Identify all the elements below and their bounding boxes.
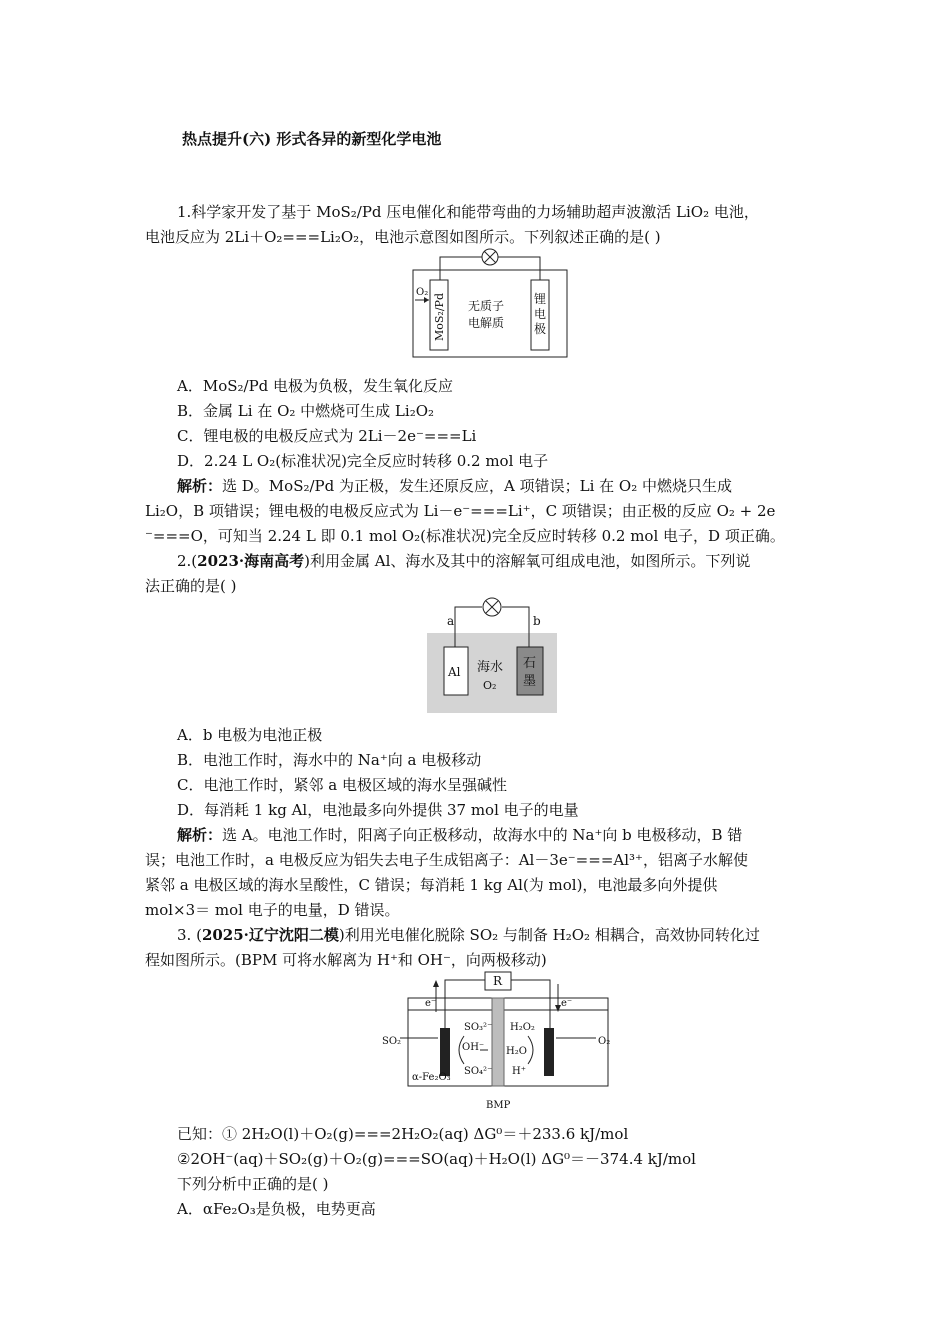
q1-option-a: A．MoS₂/Pd 电极为负极，发生氧化反应 [177,377,454,395]
q3-fe2o3-label: α-Fe₂O₃ [412,1072,451,1083]
q3-e-left: e⁻ [425,998,437,1009]
q1-battery-diagram [405,245,575,360]
q1-stem-line-2: 电池反应为 2Li＋O₂===Li₂O₂，电池示意图如图所示。下列叙述正确的是( ) [145,228,661,246]
q3-e-right: e⁻ [561,998,573,1009]
q3-bmp-membrane [492,998,504,1086]
q1-o2-label: O₂ [416,287,429,298]
q1-electrolyte-label-1: 无质子 [468,299,505,313]
q1-option-b: B．金属 Li 在 O₂ 中燃烧可生成 Li₂O₂ [177,402,435,420]
q3-cell-diagram [378,970,628,1115]
q3-h2o-label: H₂O [506,1046,527,1057]
q1-analysis-line-3: ⁻===O，可知当 2.24 L 即 0.1 mol O₂(标准状况)完全反应时转移 0.2 mol 电子，D 项正确。 [145,527,785,545]
q1-li-label-1: 锂 [534,292,547,306]
q3-known-1: 已知：① 2H₂O(l)＋O₂(g)===2H₂O₂(aq) ΔG⁰＝＋233.6 kJ/mol [177,1125,629,1143]
q3-stem-line-1: 3. (2025·辽宁沈阳二模)利用光电催化脱除 SO₂ 与制备 H₂O₂ 相耦合，高效协同转化过 [177,926,760,944]
q3-h-label: H⁺ [512,1066,526,1077]
q3-fe2o3-electrode [440,1028,450,1076]
q2-stem-line-1: 2.(2023·海南高考)利用金属 Al、海水及其中的溶解氧可组成电池，如图所示。下列说 [177,552,751,570]
q2-o2-label: O₂ [483,679,497,692]
q3-stem-line-2: 程如图所示。(BPM 可将水解离为 H⁺和 OH⁻，向两极移动) [145,951,547,969]
q1-lamp-icon [482,249,498,265]
q3-r-label: R [493,974,503,988]
q2-option-c: C．电池工作时，紧邻 a 电极区域的海水呈强碱性 [177,776,507,794]
q2-graphite-label-2: 墨 [523,674,537,689]
q3-question: 下列分析中正确的是( ) [177,1175,329,1193]
q2-analysis-line-3: 紧邻 a 电极区域的海水呈酸性，C 错误；每消耗 1 kg Al(为 mol)，电池最多向外提供 [145,876,718,894]
q1-electrolyte-label-2: 电解质 [468,316,505,330]
q2-seawater-label: 海水 [477,660,504,675]
q1-analysis-line-2: Li₂O，B 项错误；锂电极的电极反应式为 Li－e⁻===Li⁺，C 项错误；由正极的反应 O₂ + 2e [145,502,776,520]
q3-oh-label: OH⁻ [462,1042,485,1053]
q2-option-d: D．每消耗 1 kg Al，电池最多向外提供 37 mol 电子的电量 [177,801,579,819]
q3-right-electrode [544,1028,554,1076]
q2-label-a: a [447,614,455,628]
q2-al-label: Al [448,665,461,679]
q1-stem-line-1: 1.科学家开发了基于 MoS₂/Pd 压电催化和能带弯曲的力场辅助超声波激活 LiO₂ 电池， [177,203,759,221]
q3-so2-label: SO₂ [382,1036,402,1047]
q1-option-c: C．锂电极的电极反应式为 2Li－2e⁻===Li [177,427,477,445]
q2-graphite-label-1: 石 [523,656,537,671]
q2-analysis-line-4: mol×3＝ mol 电子的电量，D 错误。 [145,901,400,919]
q3-option-a: A．αFe₂O₃是负极，电势更高 [177,1200,376,1218]
q1-li-label-3: 极 [534,322,547,336]
q1-wire [440,257,482,280]
q2-analysis-line-1: 解析：选 A。电池工作时，阳离子向正极移动，故海水中的 Na⁺向 b 电极移动，B 错 [177,826,743,844]
q2-option-b: B．电池工作时，海水中的 Na⁺向 a 电极移动 [177,751,482,769]
q2-option-a: A．b 电极为电池正极 [177,726,323,744]
q1-mos2-label: MoS₂/Pd [433,293,446,341]
page-title: 热点提升(六) 形式各异的新型化学电池 [182,130,442,148]
q2-analysis-line-2: 误；电池工作时，a 电极反应为铝失去电子生成铝离子：Al－3e⁻===Al³⁺，铝离子水解使 [145,851,748,869]
q3-known-2: ②2OH⁻(aq)＋SO₂(g)＋O₂(g)===SO(aq)＋H₂O(l) ΔG⁰＝－374.4 kJ/mol [177,1150,696,1168]
q3-bmp-label: BMP [486,1100,511,1111]
q1-li-label-2: 电 [534,307,547,321]
q3-so4-label: SO₄²⁻ [464,1066,493,1077]
q2-lamp-icon [483,598,501,616]
q2-label-b: b [533,614,541,628]
q3-h2o2-label: H₂O₂ [510,1022,535,1033]
q2-stem-line-2: 法正确的是( ) [145,577,237,595]
q1-option-d: D．2.24 L O₂(标准状况)完全反应时转移 0.2 mol 电子 [177,452,549,470]
q2-battery-diagram [425,595,560,715]
q3-o2-label: O₂ [598,1036,611,1047]
q3-so3-label: SO₃²⁻ [464,1022,493,1033]
q1-analysis-line-1: 解析：选 D。MoS₂/Pd 为正极，发生还原反应，A 项错误；Li 在 O₂ 中燃烧只生成 [177,477,732,495]
